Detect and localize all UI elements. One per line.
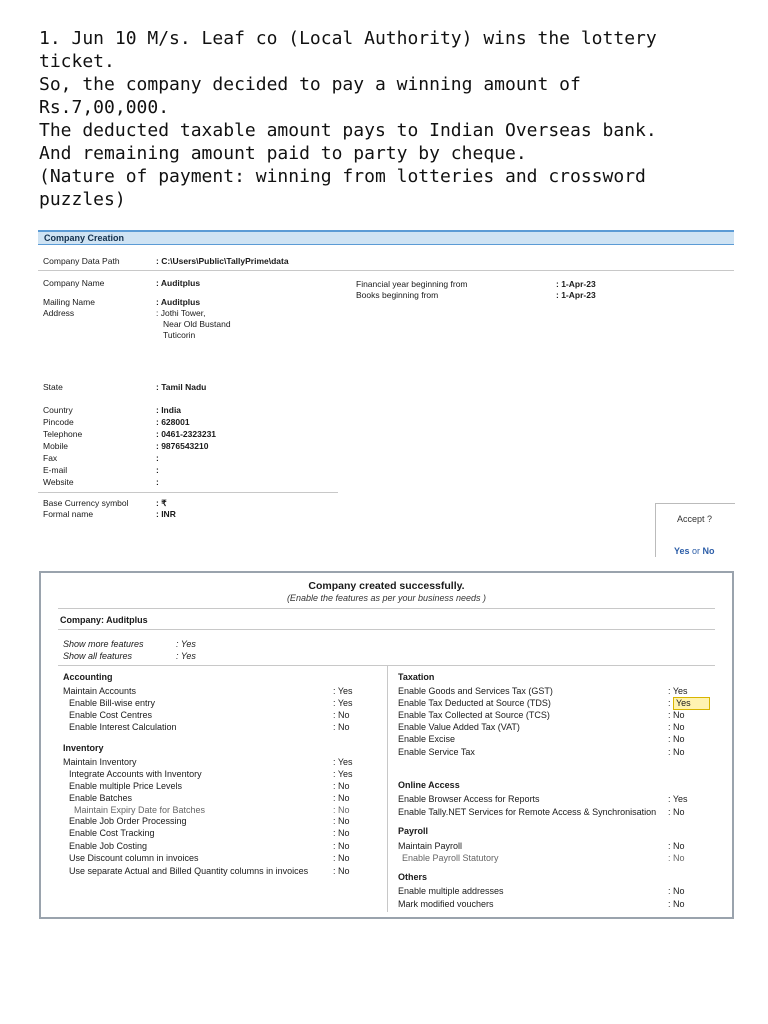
- feature-label: Enable Payroll Statutory: [402, 853, 499, 863]
- state-label: State: [43, 382, 63, 392]
- feature-label: Enable Cost Tracking: [69, 828, 155, 838]
- state-field[interactable]: : Tamil Nadu: [156, 382, 207, 392]
- accept-or-text: or: [689, 546, 703, 556]
- accounting-heading: Accounting: [63, 672, 113, 682]
- show-more-features-field[interactable]: : Yes: [176, 639, 196, 649]
- email-label: E-mail: [43, 465, 68, 475]
- currency-symbol-field[interactable]: : ₹: [156, 498, 167, 508]
- formal-name-field[interactable]: : INR: [156, 509, 176, 519]
- company-name-field[interactable]: : Auditplus: [156, 278, 201, 288]
- divider: [58, 629, 715, 630]
- intro-line: ticket.: [39, 51, 115, 72]
- accept-dialog: [655, 503, 735, 557]
- feature-label: Enable Browser Access for Reports: [398, 794, 540, 804]
- success-title: Company created successfully.: [308, 580, 465, 592]
- telephone-field[interactable]: : 0461-2323231: [156, 429, 217, 439]
- intro-line: And remaining amount paid to party by cheque.: [39, 143, 527, 164]
- integrate-accounts-field[interactable]: : Yes: [333, 769, 353, 779]
- financial-year-field[interactable]: : 1-Apr-23: [556, 279, 596, 289]
- company-label: Company: Auditplus: [60, 615, 148, 625]
- feature-label: Maintain Expiry Date for Batches: [74, 805, 206, 815]
- feature-label: Use Discount column in invoices: [69, 853, 199, 863]
- feature-label: Enable Goods and Services Tax (GST): [398, 686, 553, 696]
- divider: [38, 270, 734, 271]
- financial-year-label: Financial year beginning from: [356, 279, 468, 289]
- accept-question: Accept ?: [677, 514, 713, 524]
- feature-label: Enable Service Tax: [398, 747, 475, 757]
- cost-tracking-field[interactable]: : No: [333, 828, 350, 838]
- feature-label: Enable Interest Calculation: [69, 722, 177, 732]
- feature-label: Enable Tally.NET Services for Remote Access & Synchronisation: [398, 807, 657, 817]
- browser-access-field[interactable]: : Yes: [668, 794, 688, 804]
- service-tax-field[interactable]: : No: [668, 747, 685, 757]
- feature-label: Enable Bill-wise entry: [69, 698, 156, 708]
- feature-label: Maintain Inventory: [63, 757, 137, 767]
- feature-label: Enable Excise: [398, 734, 456, 744]
- feature-label: Enable Cost Centres: [69, 710, 153, 720]
- cost-centres-field[interactable]: : No: [333, 710, 350, 720]
- intro-line: The deducted taxable amount pays to Indian Overseas bank.: [39, 120, 657, 141]
- feature-label: Maintain Payroll: [398, 841, 463, 851]
- address-line-3[interactable]: Tuticorin: [163, 330, 196, 340]
- payroll-heading: Payroll: [398, 826, 429, 836]
- mailing-name-label: Mailing Name: [43, 297, 95, 307]
- tds-field[interactable]: Yes: [676, 698, 691, 708]
- address-label: Address: [43, 308, 75, 318]
- bill-wise-entry-field[interactable]: : Yes: [333, 698, 353, 708]
- excise-field[interactable]: : No: [668, 734, 685, 744]
- intro-line: So, the company decided to pay a winning amount of: [39, 74, 581, 95]
- show-all-features-label: Show all features: [63, 651, 133, 661]
- country-field[interactable]: : India: [156, 405, 182, 415]
- batches-field[interactable]: : No: [333, 793, 350, 803]
- multiple-addresses-field[interactable]: : No: [668, 886, 685, 896]
- gst-field[interactable]: : Yes: [668, 686, 688, 696]
- expiry-date-field[interactable]: : No: [333, 805, 350, 815]
- data-path-label: Company Data Path: [43, 256, 120, 266]
- mailing-name-field[interactable]: : Auditplus: [156, 297, 201, 307]
- accept-yes-button[interactable]: Yes: [674, 546, 690, 556]
- accept-options: [674, 546, 715, 556]
- discount-column-field[interactable]: : No: [333, 853, 350, 863]
- books-beginning-label: Books beginning from: [356, 290, 439, 300]
- actual-billed-qty-field[interactable]: : No: [333, 866, 350, 876]
- books-beginning-field[interactable]: : 1-Apr-23: [556, 290, 596, 300]
- fax-field[interactable]: :: [156, 453, 159, 463]
- email-field[interactable]: :: [156, 465, 159, 475]
- formal-name-label: Formal name: [43, 509, 94, 519]
- problem-statement: [39, 27, 739, 211]
- feature-label: Enable Value Added Tax (VAT): [398, 722, 520, 732]
- address-line-1[interactable]: : Jothi Tower,: [156, 308, 206, 318]
- feature-label: Use separate Actual and Billed Quantity columns in invoices: [69, 866, 309, 876]
- taxation-heading: Taxation: [398, 672, 435, 682]
- feature-label: Enable Batches: [69, 793, 133, 803]
- vat-field[interactable]: : No: [668, 722, 685, 732]
- interest-calculation-field[interactable]: : No: [333, 722, 350, 732]
- inventory-heading: Inventory: [63, 743, 104, 753]
- others-heading: Others: [398, 872, 428, 882]
- feature-label: Enable Tax Collected at Source (TCS): [398, 710, 550, 720]
- data-path-field[interactable]: : C:\Users\Public\TallyPrime\data: [156, 256, 289, 266]
- telephone-label: Telephone: [43, 429, 83, 439]
- feature-label: Enable multiple addresses: [398, 886, 504, 896]
- website-field[interactable]: :: [156, 477, 159, 487]
- mobile-field[interactable]: : 9876543210: [156, 441, 209, 451]
- intro-line: 1. Jun 10 M/s. Leaf co (Local Authority) wins the lottery: [39, 28, 657, 49]
- website-label: Website: [43, 477, 74, 487]
- screen-title-bar: [38, 230, 734, 245]
- pincode-label: Pincode: [43, 417, 74, 427]
- screen-title: Company Creation: [44, 233, 125, 243]
- intro-line: Rs.7,00,000.: [39, 97, 170, 118]
- modified-vouchers-field[interactable]: : No: [668, 899, 685, 909]
- maintain-inventory-field[interactable]: : Yes: [333, 757, 353, 767]
- column-divider: [387, 666, 388, 912]
- job-costing-field[interactable]: : No: [333, 841, 350, 851]
- maintain-payroll-field[interactable]: : No: [668, 841, 685, 851]
- feature-label: Enable multiple Price Levels: [69, 781, 183, 791]
- divider: [58, 608, 715, 609]
- feature-label: Enable Job Order Processing: [69, 816, 187, 826]
- feature-label: Maintain Accounts: [63, 686, 137, 696]
- company-creation-screen: [38, 230, 734, 556]
- company-name-label: Company Name: [43, 278, 105, 288]
- online-access-heading: Online Access: [398, 780, 460, 790]
- address-line-2[interactable]: Near Old Bustand: [163, 319, 231, 329]
- accept-no-button[interactable]: No: [702, 546, 715, 556]
- payroll-statutory-field[interactable]: : No: [668, 853, 685, 863]
- show-more-features-label: Show more features: [63, 639, 144, 649]
- tds-colon: :: [668, 698, 671, 708]
- feature-label: Enable Tax Deducted at Source (TDS): [398, 698, 551, 708]
- company-features-screen: [39, 571, 734, 919]
- tds-field-highlight[interactable]: [673, 697, 710, 710]
- price-levels-field[interactable]: : No: [333, 781, 350, 791]
- maintain-accounts-field[interactable]: : Yes: [333, 686, 353, 696]
- intro-line: (Nature of payment: winning from lotteries and crossword: [39, 166, 646, 187]
- feature-label: Integrate Accounts with Inventory: [69, 769, 202, 779]
- currency-symbol-label: Base Currency symbol: [43, 498, 129, 508]
- country-label: Country: [43, 405, 73, 415]
- feature-label: Mark modified vouchers: [398, 899, 494, 909]
- show-all-features-field[interactable]: : Yes: [176, 651, 196, 661]
- fax-label: Fax: [43, 453, 58, 463]
- tcs-field[interactable]: : No: [668, 710, 685, 720]
- pincode-field[interactable]: : 628001: [156, 417, 190, 427]
- feature-label: Enable Job Costing: [69, 841, 148, 851]
- mobile-label: Mobile: [43, 441, 69, 451]
- job-order-field[interactable]: : No: [333, 816, 350, 826]
- tally-net-field[interactable]: : No: [668, 807, 685, 817]
- success-subtitle: (Enable the features as per your business needs ): [286, 593, 487, 603]
- intro-line: puzzles): [39, 189, 126, 210]
- divider: [38, 492, 338, 493]
